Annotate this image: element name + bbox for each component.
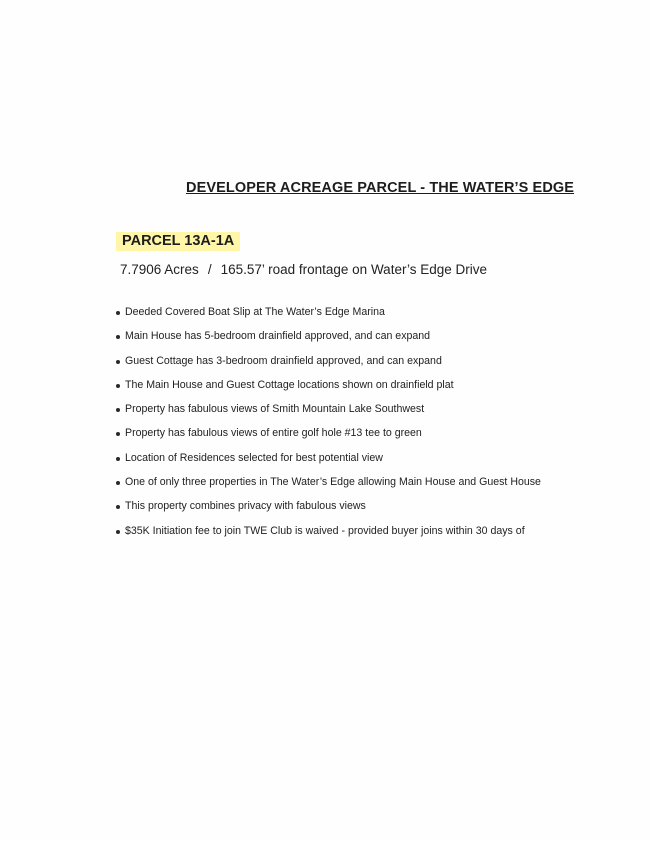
feature-item	[112, 476, 541, 500]
bullet-icon	[116, 481, 120, 485]
bullet-icon	[116, 311, 120, 315]
parcel-id-heading: PARCEL 13A-1A	[116, 232, 240, 251]
feature-text: Location of Residences selected for best potential view	[125, 451, 383, 464]
bullet-icon	[116, 505, 120, 509]
feature-text: $35K Initiation fee to join TWE Club is waived - provided buyer joins within 30 days of	[125, 524, 525, 537]
bullet-icon	[116, 432, 120, 436]
feature-text: Main House has 5-bedroom drainfield approved, and can expand	[125, 330, 431, 343]
feature-item	[112, 403, 541, 427]
feature-item	[112, 355, 541, 379]
bullet-icon	[116, 335, 120, 339]
bullet-icon	[116, 360, 120, 364]
feature-item	[112, 379, 541, 403]
bullet-icon	[116, 384, 120, 388]
feature-text: Property has fabulous views of Smith Mountain Lake Southwest	[125, 403, 425, 416]
feature-item	[112, 427, 541, 451]
bullet-icon	[116, 530, 120, 534]
summary-separator: /	[207, 262, 212, 277]
feature-item	[112, 330, 541, 354]
document-title: DEVELOPER ACREAGE PARCEL - THE WATER’S EDGE	[186, 180, 575, 196]
feature-item	[112, 525, 541, 549]
feature-item	[112, 452, 541, 476]
feature-item	[112, 306, 541, 330]
feature-list	[112, 306, 541, 549]
feature-text: Property has fabulous views of entire golf hole #13 tee to green	[125, 427, 422, 440]
bullet-icon	[116, 408, 120, 412]
feature-text: This property combines privacy with fabulous views	[125, 500, 366, 513]
parcel-summary	[120, 262, 487, 277]
feature-text: Guest Cottage has 3-bedroom drainfield approved, and can expand	[125, 354, 442, 367]
feature-text: Deeded Covered Boat Slip at The Water’s Edge Marina	[125, 306, 385, 318]
frontage-text: 165.57’ road frontage on Water’s Edge Drive	[220, 262, 487, 277]
feature-text: The Main House and Guest Cottage locations shown on drainfield plat	[125, 378, 454, 391]
acreage-text: 7.7906 Acres	[120, 262, 199, 277]
feature-item	[112, 500, 541, 524]
feature-text: One of only three properties in The Water’s Edge allowing Main House and Guest House	[125, 476, 541, 489]
bullet-icon	[116, 457, 120, 461]
